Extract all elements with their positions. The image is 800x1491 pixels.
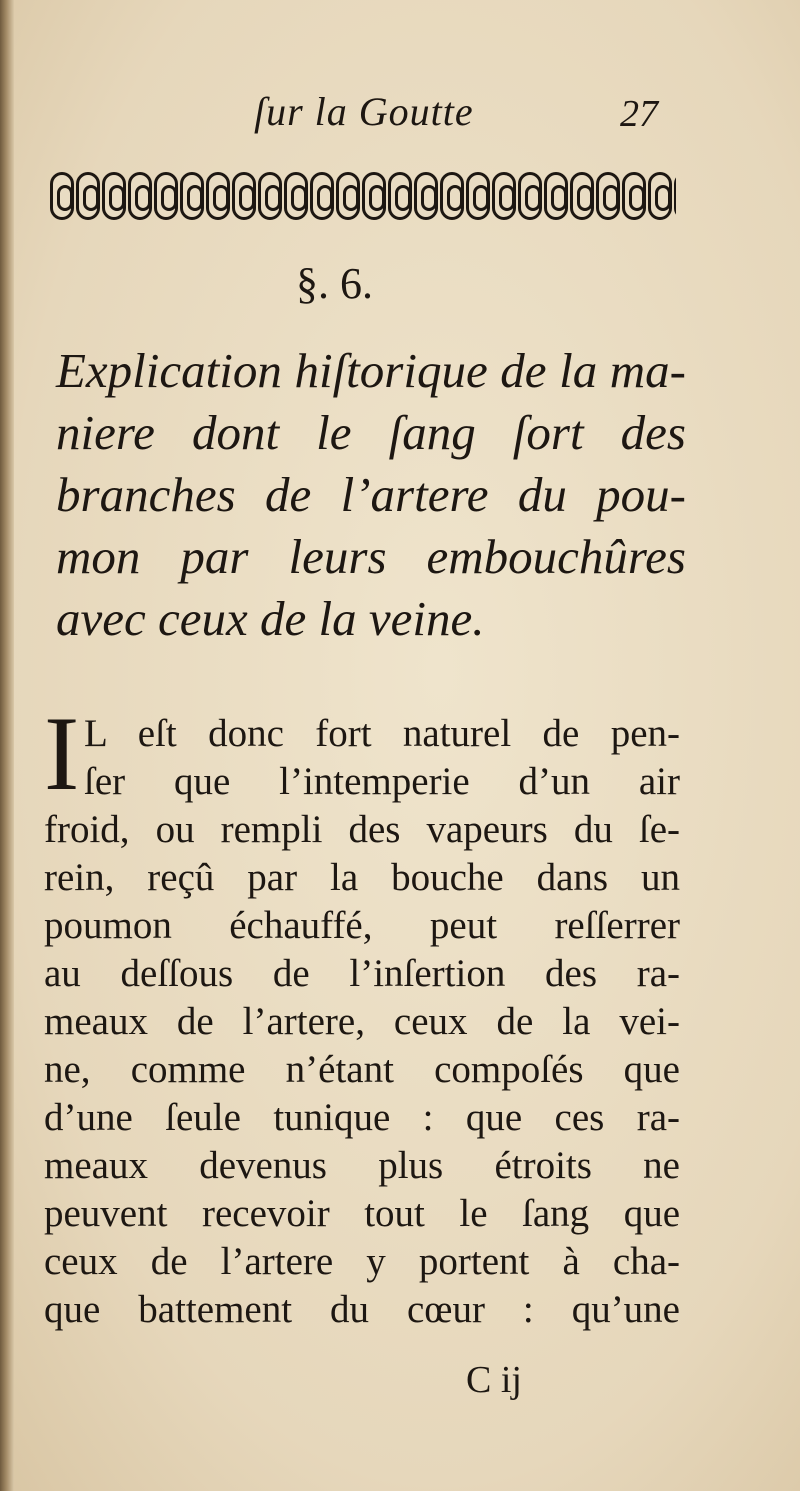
- heading-line: avec ceux de la veine.: [56, 591, 485, 646]
- body-line: poumon échauffé, peut reſſerrer: [44, 904, 680, 947]
- drop-cap: I: [44, 695, 80, 812]
- ornament-knot: [76, 172, 100, 220]
- section-heading: [56, 340, 686, 650]
- ornament-knot: [440, 172, 464, 220]
- body-line: ceux de l’artere y portent à cha-: [44, 1240, 680, 1283]
- body-line: ſer que l’intemperie d’un air: [84, 760, 680, 803]
- signature-mark: C ij: [466, 1359, 522, 1401]
- ornament-knot: [206, 172, 230, 220]
- ornament-knot: [336, 172, 360, 220]
- ornament-knot: [232, 172, 256, 220]
- page-header: [0, 88, 800, 148]
- ornament-knot: [154, 172, 178, 220]
- body-line: meaux de l’artere, ceux de la vei-: [44, 1000, 680, 1043]
- ornament-knot: [414, 172, 438, 220]
- ornament-knot: [674, 172, 676, 220]
- ornament-knot: [310, 172, 334, 220]
- body-line: rein, reçû par la bouche dans un: [44, 856, 680, 899]
- body-line: que battement du cœur : qu’une: [44, 1288, 680, 1331]
- body-text: [44, 710, 680, 1334]
- ornament-knot: [648, 172, 672, 220]
- ornament-knot: [596, 172, 620, 220]
- page-number: 27: [620, 93, 658, 135]
- page-gutter: [0, 0, 14, 1491]
- ornament-knot: [388, 172, 412, 220]
- ornament-knot: [518, 172, 542, 220]
- ornament-knot: [180, 172, 204, 220]
- ornament-knot: [466, 172, 490, 220]
- heading-line: niere dont le ſang ſort des: [56, 405, 686, 460]
- running-head: ſur la Goutte: [254, 89, 474, 134]
- body-line: meaux devenus plus étroits ne: [44, 1144, 680, 1187]
- ornament-knot: [258, 172, 282, 220]
- body-line: ne, comme n’étant compoſés que: [44, 1048, 680, 1091]
- section-number: §. 6.: [296, 259, 373, 308]
- body-line: froid, ou rempli des vapeurs du ſe-: [44, 808, 680, 851]
- heading-line: branches de l’artere du pou-: [56, 467, 686, 522]
- body-line: au deſſous de l’inſertion des ra-: [44, 952, 680, 995]
- ornament-knot: [102, 172, 126, 220]
- heading-line: mon par leurs embouchûres: [56, 529, 686, 584]
- body-line: d’une ſeule tunique : que ces ra-: [44, 1096, 680, 1139]
- ornament-knot: [622, 172, 646, 220]
- ornament-knot: [570, 172, 594, 220]
- ornament-knot: [492, 172, 516, 220]
- ornament-knot: [128, 172, 152, 220]
- ornament-knot: [544, 172, 568, 220]
- ornament-knot: [50, 172, 74, 220]
- ornament-knot: [284, 172, 308, 220]
- body-line: L eſt donc fort naturel de pen-: [84, 712, 680, 755]
- ornament-knot: [362, 172, 386, 220]
- ornament-band: [50, 168, 676, 224]
- heading-line: Explication hiſtorique de la ma-: [56, 343, 686, 398]
- body-line: peuvent recevoir tout le ſang que: [44, 1192, 680, 1235]
